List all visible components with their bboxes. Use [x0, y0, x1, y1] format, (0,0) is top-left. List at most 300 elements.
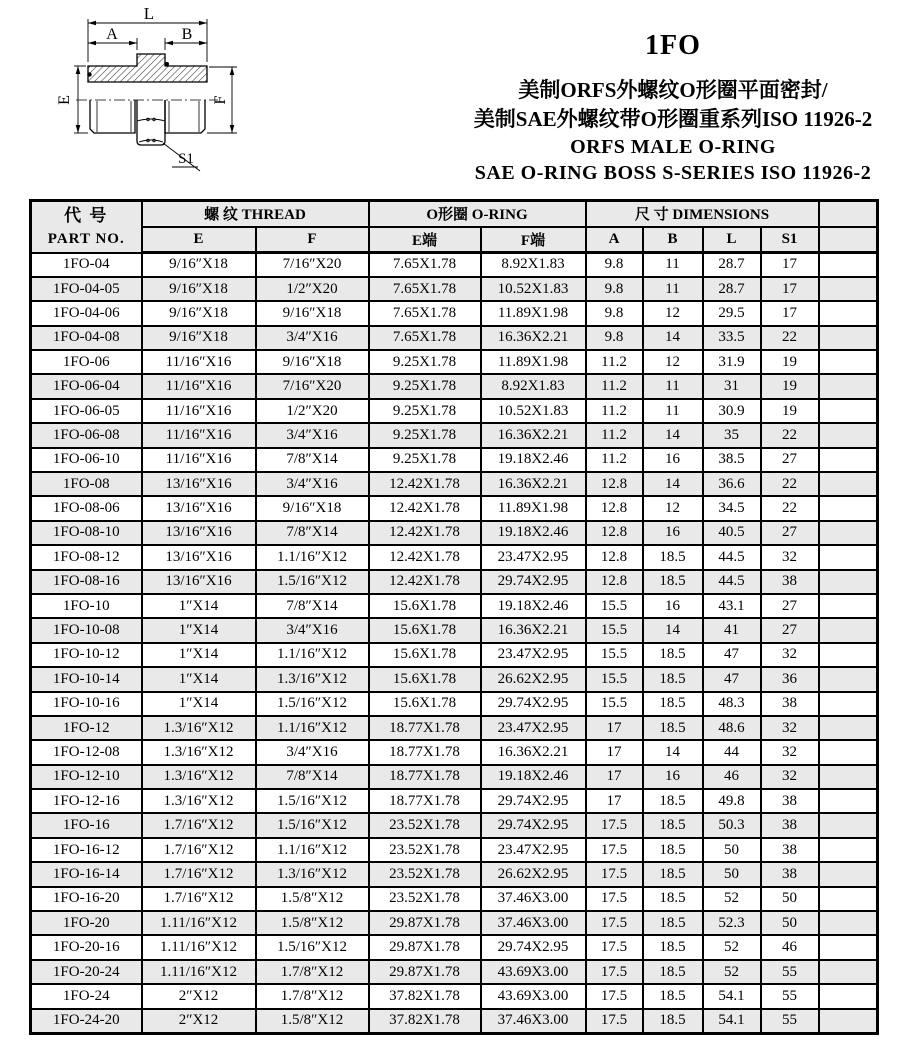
table-cell: 18.5 — [643, 570, 703, 594]
table-cell: 1FO-20-24 — [31, 960, 142, 984]
table-row — [31, 765, 878, 789]
table-row — [31, 935, 878, 959]
table-cell: 9/16″X18 — [142, 301, 256, 325]
table-cell: 38 — [761, 813, 819, 837]
table-cell: 1.3/16″X12 — [142, 716, 256, 740]
spec-table-wrap — [29, 199, 879, 1035]
table-cell: 11.2 — [586, 423, 643, 447]
table-cell: 18.5 — [643, 911, 703, 935]
table-cell: 54.1 — [703, 1009, 761, 1033]
table-cell: 37.46X3.00 — [481, 911, 586, 935]
col-header-part-no — [31, 201, 142, 253]
title-english-line1: ORFS MALE O-RING — [570, 136, 776, 158]
table-cell: 29.74X2.95 — [481, 789, 586, 813]
table-cell: 26.62X2.95 — [481, 862, 586, 886]
table-cell-empty — [819, 765, 878, 789]
table-header-group-row — [31, 201, 878, 227]
table-cell: 1.3/16″X12 — [256, 862, 369, 886]
table-cell: 50 — [761, 911, 819, 935]
table-cell-empty — [819, 862, 878, 886]
table-cell: 1.5/16″X12 — [256, 570, 369, 594]
dim-label-B: B — [181, 26, 193, 43]
hex-waist-curve — [137, 119, 165, 121]
table-row — [31, 960, 878, 984]
table-cell: 1.5/16″X12 — [256, 813, 369, 837]
table-cell: 16.36X2.21 — [481, 423, 586, 447]
table-cell: 23.52X1.78 — [369, 813, 481, 837]
table-cell: 17.5 — [586, 838, 643, 862]
table-cell: 43.1 — [703, 594, 761, 618]
table-cell: 49.8 — [703, 789, 761, 813]
table-cell: 1FO-10-08 — [31, 618, 142, 642]
table-row — [31, 253, 878, 277]
table-cell: 3/4″X16 — [256, 472, 369, 496]
table-cell: 7.65X1.78 — [369, 326, 481, 350]
table-cell: 1.11/16″X12 — [142, 911, 256, 935]
table-cell: 18.5 — [643, 692, 703, 716]
table-cell: 31.9 — [703, 350, 761, 374]
table-cell: 23.47X2.95 — [481, 545, 586, 569]
table-cell: 1.1/16″X12 — [256, 716, 369, 740]
table-cell: 3/4″X16 — [256, 326, 369, 350]
table-cell-empty — [819, 789, 878, 813]
table-cell: 9.8 — [586, 301, 643, 325]
table-cell: 14 — [643, 423, 703, 447]
table-row — [31, 326, 878, 350]
table-cell: 18.5 — [643, 838, 703, 862]
table-cell-empty — [819, 838, 878, 862]
table-cell: 32 — [761, 765, 819, 789]
table-cell: 37.46X3.00 — [481, 887, 586, 911]
title-block — [448, 30, 898, 186]
table-cell: 52 — [703, 887, 761, 911]
table-cell: 38 — [761, 570, 819, 594]
table-cell-empty — [819, 935, 878, 959]
table-cell: 15.6X1.78 — [369, 594, 481, 618]
table-cell-empty — [819, 350, 878, 374]
table-cell: 31 — [703, 374, 761, 398]
table-cell: 9.8 — [586, 277, 643, 301]
table-cell: 22 — [761, 496, 819, 520]
table-cell: 29.87X1.78 — [369, 960, 481, 984]
table-cell: 9/16″X18 — [256, 350, 369, 374]
table-cell: 50 — [703, 838, 761, 862]
table-cell: 17.5 — [586, 960, 643, 984]
table-cell: 9/16″X18 — [142, 253, 256, 277]
table-cell: 17.5 — [586, 887, 643, 911]
table-cell: 1″X14 — [142, 643, 256, 667]
table-cell: 12.8 — [586, 545, 643, 569]
table-cell: 17 — [586, 789, 643, 813]
table-cell: 15.5 — [586, 643, 643, 667]
table-cell: 23.52X1.78 — [369, 887, 481, 911]
table-cell: 43.69X3.00 — [481, 984, 586, 1008]
table-cell: 41 — [703, 618, 761, 642]
table-cell: 15.6X1.78 — [369, 692, 481, 716]
table-cell: 1.3/16″X12 — [142, 740, 256, 764]
table-cell: 22 — [761, 423, 819, 447]
table-cell: 36.6 — [703, 472, 761, 496]
table-row — [31, 643, 878, 667]
table-cell: 15.5 — [586, 618, 643, 642]
table-cell: 18.77X1.78 — [369, 765, 481, 789]
table-cell: 32 — [761, 643, 819, 667]
table-header-sub-row — [31, 227, 878, 253]
table-cell: 11 — [643, 374, 703, 398]
part-no-label-cn: 代 号 — [64, 205, 109, 225]
table-cell: 1FO-16-12 — [31, 838, 142, 862]
table-cell: 11.2 — [586, 350, 643, 374]
table-cell: 1.7/16″X12 — [142, 887, 256, 911]
table-cell: 1.7/8″X12 — [256, 984, 369, 1008]
table-cell: 27 — [761, 594, 819, 618]
table-cell-empty — [819, 984, 878, 1008]
table-cell: 18.77X1.78 — [369, 716, 481, 740]
table-cell: 16.36X2.21 — [481, 740, 586, 764]
dim-label-E: E — [56, 95, 73, 105]
table-cell: 27 — [761, 448, 819, 472]
subcol-extra — [819, 227, 878, 253]
table-cell: 14 — [643, 326, 703, 350]
part-no-label-en: PART NO. — [47, 230, 125, 247]
table-cell: 1FO-06-10 — [31, 448, 142, 472]
table-cell: 18.5 — [643, 935, 703, 959]
table-cell: 19.18X2.46 — [481, 521, 586, 545]
table-cell: 1FO-08-16 — [31, 570, 142, 594]
table-cell: 7/8″X14 — [256, 765, 369, 789]
dim-label-A: A — [106, 26, 118, 43]
table-cell: 1FO-10 — [31, 594, 142, 618]
table-row — [31, 496, 878, 520]
table-cell: 1.5/16″X12 — [256, 692, 369, 716]
table-cell: 1FO-10-12 — [31, 643, 142, 667]
table-cell: 7/8″X14 — [256, 448, 369, 472]
table-cell: 43.69X3.00 — [481, 960, 586, 984]
table-cell: 36 — [761, 667, 819, 691]
table-cell: 1.7/8″X12 — [256, 960, 369, 984]
table-cell: 46 — [703, 765, 761, 789]
table-cell: 11.2 — [586, 399, 643, 423]
series-code: 1FO — [645, 30, 701, 61]
subcol-oring-e-end: E端 — [369, 227, 481, 253]
table-cell: 7.65X1.78 — [369, 253, 481, 277]
table-cell-empty — [819, 740, 878, 764]
table-cell: 1.11/16″X12 — [142, 935, 256, 959]
table-cell: 1FO-16 — [31, 813, 142, 837]
table-cell: 16 — [643, 765, 703, 789]
table-row — [31, 862, 878, 886]
arrow — [165, 41, 173, 46]
table-cell: 1FO-20-16 — [31, 935, 142, 959]
table-cell: 11/16″X16 — [142, 374, 256, 398]
table-cell: 10.52X1.83 — [481, 277, 586, 301]
table-cell: 18.5 — [643, 667, 703, 691]
table-cell: 34.5 — [703, 496, 761, 520]
table-cell: 12.8 — [586, 472, 643, 496]
table-cell: 1″X14 — [142, 594, 256, 618]
table-cell: 19 — [761, 399, 819, 423]
col-header-thread: 螺 纹 THREAD — [142, 201, 369, 227]
table-cell-empty — [819, 667, 878, 691]
table-cell: 16.36X2.21 — [481, 618, 586, 642]
table-cell: 18.5 — [643, 643, 703, 667]
table-cell: 9.25X1.78 — [369, 423, 481, 447]
table-row — [31, 570, 878, 594]
table-cell: 38 — [761, 838, 819, 862]
col-header-dimensions: 尺 寸 DIMENSIONS — [586, 201, 819, 227]
table-row — [31, 1009, 878, 1033]
table-cell: 1FO-16-20 — [31, 887, 142, 911]
table-cell: 26.62X2.95 — [481, 667, 586, 691]
table-row — [31, 399, 878, 423]
table-cell: 1FO-16-14 — [31, 862, 142, 886]
arrow — [76, 125, 81, 133]
table-cell: 3/4″X16 — [256, 740, 369, 764]
table-cell: 37.46X3.00 — [481, 1009, 586, 1033]
col-header-oring: O形圈 O-RING — [369, 201, 586, 227]
table-cell: 1FO-24 — [31, 984, 142, 1008]
table-cell: 29.74X2.95 — [481, 692, 586, 716]
table-cell: 15.6X1.78 — [369, 643, 481, 667]
table-cell: 11 — [643, 399, 703, 423]
table-cell: 2″X12 — [142, 984, 256, 1008]
table-cell: 32 — [761, 740, 819, 764]
table-cell: 13/16″X16 — [142, 472, 256, 496]
table-row — [31, 618, 878, 642]
table-cell: 11.2 — [586, 374, 643, 398]
table-cell: 12.42X1.78 — [369, 545, 481, 569]
table-cell-empty — [819, 716, 878, 740]
table-cell: 17.5 — [586, 911, 643, 935]
subcol-dim-s1: S1 — [761, 227, 819, 253]
table-row — [31, 789, 878, 813]
table-cell: 1FO-04-06 — [31, 301, 142, 325]
table-cell-empty — [819, 1009, 878, 1033]
title-english-line2: SAE O-RING BOSS S-SERIES ISO 11926-2 — [474, 162, 872, 184]
table-cell: 55 — [761, 960, 819, 984]
table-cell: 1.5/8″X12 — [256, 911, 369, 935]
table-cell: 12 — [643, 301, 703, 325]
table-cell: 27 — [761, 521, 819, 545]
table-cell: 1FO-08-12 — [31, 545, 142, 569]
table-cell: 12.8 — [586, 521, 643, 545]
table-cell: 15.6X1.78 — [369, 618, 481, 642]
table-cell: 17.5 — [586, 984, 643, 1008]
table-cell: 7/8″X14 — [256, 594, 369, 618]
table-cell: 1.3/16″X12 — [142, 765, 256, 789]
table-cell: 18.5 — [643, 984, 703, 1008]
table-cell: 18.77X1.78 — [369, 740, 481, 764]
table-cell: 15.5 — [586, 692, 643, 716]
table-cell: 29.74X2.95 — [481, 935, 586, 959]
table-cell: 19 — [761, 374, 819, 398]
table-cell: 30.9 — [703, 399, 761, 423]
table-cell-empty — [819, 618, 878, 642]
table-cell-empty — [819, 545, 878, 569]
dim-label-S1: S1 — [178, 151, 194, 167]
table-cell: 28.7 — [703, 253, 761, 277]
table-cell: 8.92X1.83 — [481, 374, 586, 398]
table-cell: 29.5 — [703, 301, 761, 325]
arrow — [199, 21, 207, 26]
table-cell: 12.8 — [586, 496, 643, 520]
table-cell: 19.18X2.46 — [481, 448, 586, 472]
table-cell: 17.5 — [586, 862, 643, 886]
table-cell: 46 — [761, 935, 819, 959]
table-cell: 9.25X1.78 — [369, 350, 481, 374]
subcol-thread-e: E — [142, 227, 256, 253]
table-row — [31, 301, 878, 325]
table-row — [31, 521, 878, 545]
table-cell: 38 — [761, 789, 819, 813]
table-cell: 32 — [761, 545, 819, 569]
table-cell: 29.74X2.95 — [481, 813, 586, 837]
table-cell: 15.5 — [586, 594, 643, 618]
table-cell: 1FO-04-05 — [31, 277, 142, 301]
table-cell: 18.5 — [643, 716, 703, 740]
table-cell: 28.7 — [703, 277, 761, 301]
table-cell: 12.42X1.78 — [369, 570, 481, 594]
table-cell: 14 — [643, 740, 703, 764]
table-cell: 11 — [643, 253, 703, 277]
table-cell: 19.18X2.46 — [481, 594, 586, 618]
table-cell: 16 — [643, 594, 703, 618]
table-cell-empty — [819, 301, 878, 325]
table-cell: 1.7/16″X12 — [142, 838, 256, 862]
table-row — [31, 594, 878, 618]
table-cell: 14 — [643, 618, 703, 642]
table-cell: 27 — [761, 618, 819, 642]
table-cell: 32 — [761, 716, 819, 740]
table-cell: 1FO-06-08 — [31, 423, 142, 447]
dim-label-F: F — [212, 95, 229, 105]
table-cell: 7.65X1.78 — [369, 277, 481, 301]
table-cell-empty — [819, 423, 878, 447]
table-cell: 1.7/16″X12 — [142, 862, 256, 886]
subcol-dim-a: A — [586, 227, 643, 253]
table-cell: 9/16″X18 — [142, 277, 256, 301]
table-cell-empty — [819, 472, 878, 496]
table-cell: 1FO-06 — [31, 350, 142, 374]
table-cell: 1FO-10-14 — [31, 667, 142, 691]
table-cell: 35 — [703, 423, 761, 447]
table-row — [31, 472, 878, 496]
table-cell: 17 — [586, 740, 643, 764]
table-cell: 52 — [703, 960, 761, 984]
table-cell: 11.89X1.98 — [481, 350, 586, 374]
hex-outline — [137, 100, 165, 145]
table-cell: 17.5 — [586, 813, 643, 837]
table-cell: 12.42X1.78 — [369, 521, 481, 545]
table-cell: 23.47X2.95 — [481, 716, 586, 740]
table-cell: 1″X14 — [142, 692, 256, 716]
table-cell: 17 — [586, 716, 643, 740]
subcol-oring-f-end: F端 — [481, 227, 586, 253]
table-cell: 52 — [703, 935, 761, 959]
table-cell: 1.5/16″X12 — [256, 789, 369, 813]
fitting-section-upper — [88, 54, 207, 82]
table-cell: 1″X14 — [142, 667, 256, 691]
table-cell: 50 — [761, 887, 819, 911]
table-cell: 50.3 — [703, 813, 761, 837]
table-row — [31, 813, 878, 837]
table-cell: 11/16″X16 — [142, 448, 256, 472]
table-cell: 10.52X1.83 — [481, 399, 586, 423]
table-cell: 13/16″X16 — [142, 496, 256, 520]
table-cell: 14 — [643, 472, 703, 496]
table-row — [31, 350, 878, 374]
table-cell: 1.5/16″X12 — [256, 935, 369, 959]
table-row — [31, 423, 878, 447]
table-cell-empty — [819, 643, 878, 667]
table-cell: 29.87X1.78 — [369, 935, 481, 959]
table-cell: 18.5 — [643, 862, 703, 886]
table-cell: 29.74X2.95 — [481, 570, 586, 594]
table-cell: 15.6X1.78 — [369, 667, 481, 691]
arrow — [199, 41, 207, 46]
table-cell: 50 — [703, 862, 761, 886]
table-cell: 23.52X1.78 — [369, 862, 481, 886]
table-cell: 18.5 — [643, 789, 703, 813]
table-row — [31, 838, 878, 862]
table-cell: 17 — [586, 765, 643, 789]
table-cell: 52.3 — [703, 911, 761, 935]
table-cell: 23.47X2.95 — [481, 643, 586, 667]
table-cell: 55 — [761, 984, 819, 1008]
table-cell: 9.25X1.78 — [369, 399, 481, 423]
table-cell: 1FO-12 — [31, 716, 142, 740]
table-cell: 3/4″X16 — [256, 618, 369, 642]
table-cell: 11.2 — [586, 448, 643, 472]
arrow — [230, 67, 235, 75]
table-cell: 1/2″X20 — [256, 277, 369, 301]
table-cell: 29.87X1.78 — [369, 911, 481, 935]
table-cell: 1FO-08 — [31, 472, 142, 496]
table-cell: 15.5 — [586, 667, 643, 691]
table-cell-empty — [819, 277, 878, 301]
hex-bottom-curve — [139, 140, 163, 142]
spec-table — [29, 199, 879, 1035]
table-cell: 38.5 — [703, 448, 761, 472]
arrow — [129, 41, 137, 46]
table-cell: 1FO-06-04 — [31, 374, 142, 398]
table-cell: 1FO-10-16 — [31, 692, 142, 716]
table-cell: 19.18X2.46 — [481, 765, 586, 789]
table-cell: 1.3/16″X12 — [142, 789, 256, 813]
table-cell: 1.11/16″X12 — [142, 960, 256, 984]
table-cell: 1FO-08-10 — [31, 521, 142, 545]
table-cell: 18.5 — [643, 813, 703, 837]
table-cell: 1FO-06-05 — [31, 399, 142, 423]
table-cell: 37.82X1.78 — [369, 1009, 481, 1033]
fitting-technical-drawing — [0, 0, 280, 192]
table-cell: 23.52X1.78 — [369, 838, 481, 862]
table-cell: 54.1 — [703, 984, 761, 1008]
table-cell-empty — [819, 399, 878, 423]
table-cell: 1/2″X20 — [256, 399, 369, 423]
table-cell: 1.3/16″X12 — [256, 667, 369, 691]
subcol-dim-b: B — [643, 227, 703, 253]
table-cell: 47 — [703, 643, 761, 667]
table-cell-empty — [819, 960, 878, 984]
table-cell-empty — [819, 326, 878, 350]
table-cell: 48.6 — [703, 716, 761, 740]
table-cell: 17.5 — [586, 1009, 643, 1033]
table-cell: 17.5 — [586, 935, 643, 959]
table-cell: 1.1/16″X12 — [256, 643, 369, 667]
arrow — [76, 66, 81, 74]
table-cell: 40.5 — [703, 521, 761, 545]
